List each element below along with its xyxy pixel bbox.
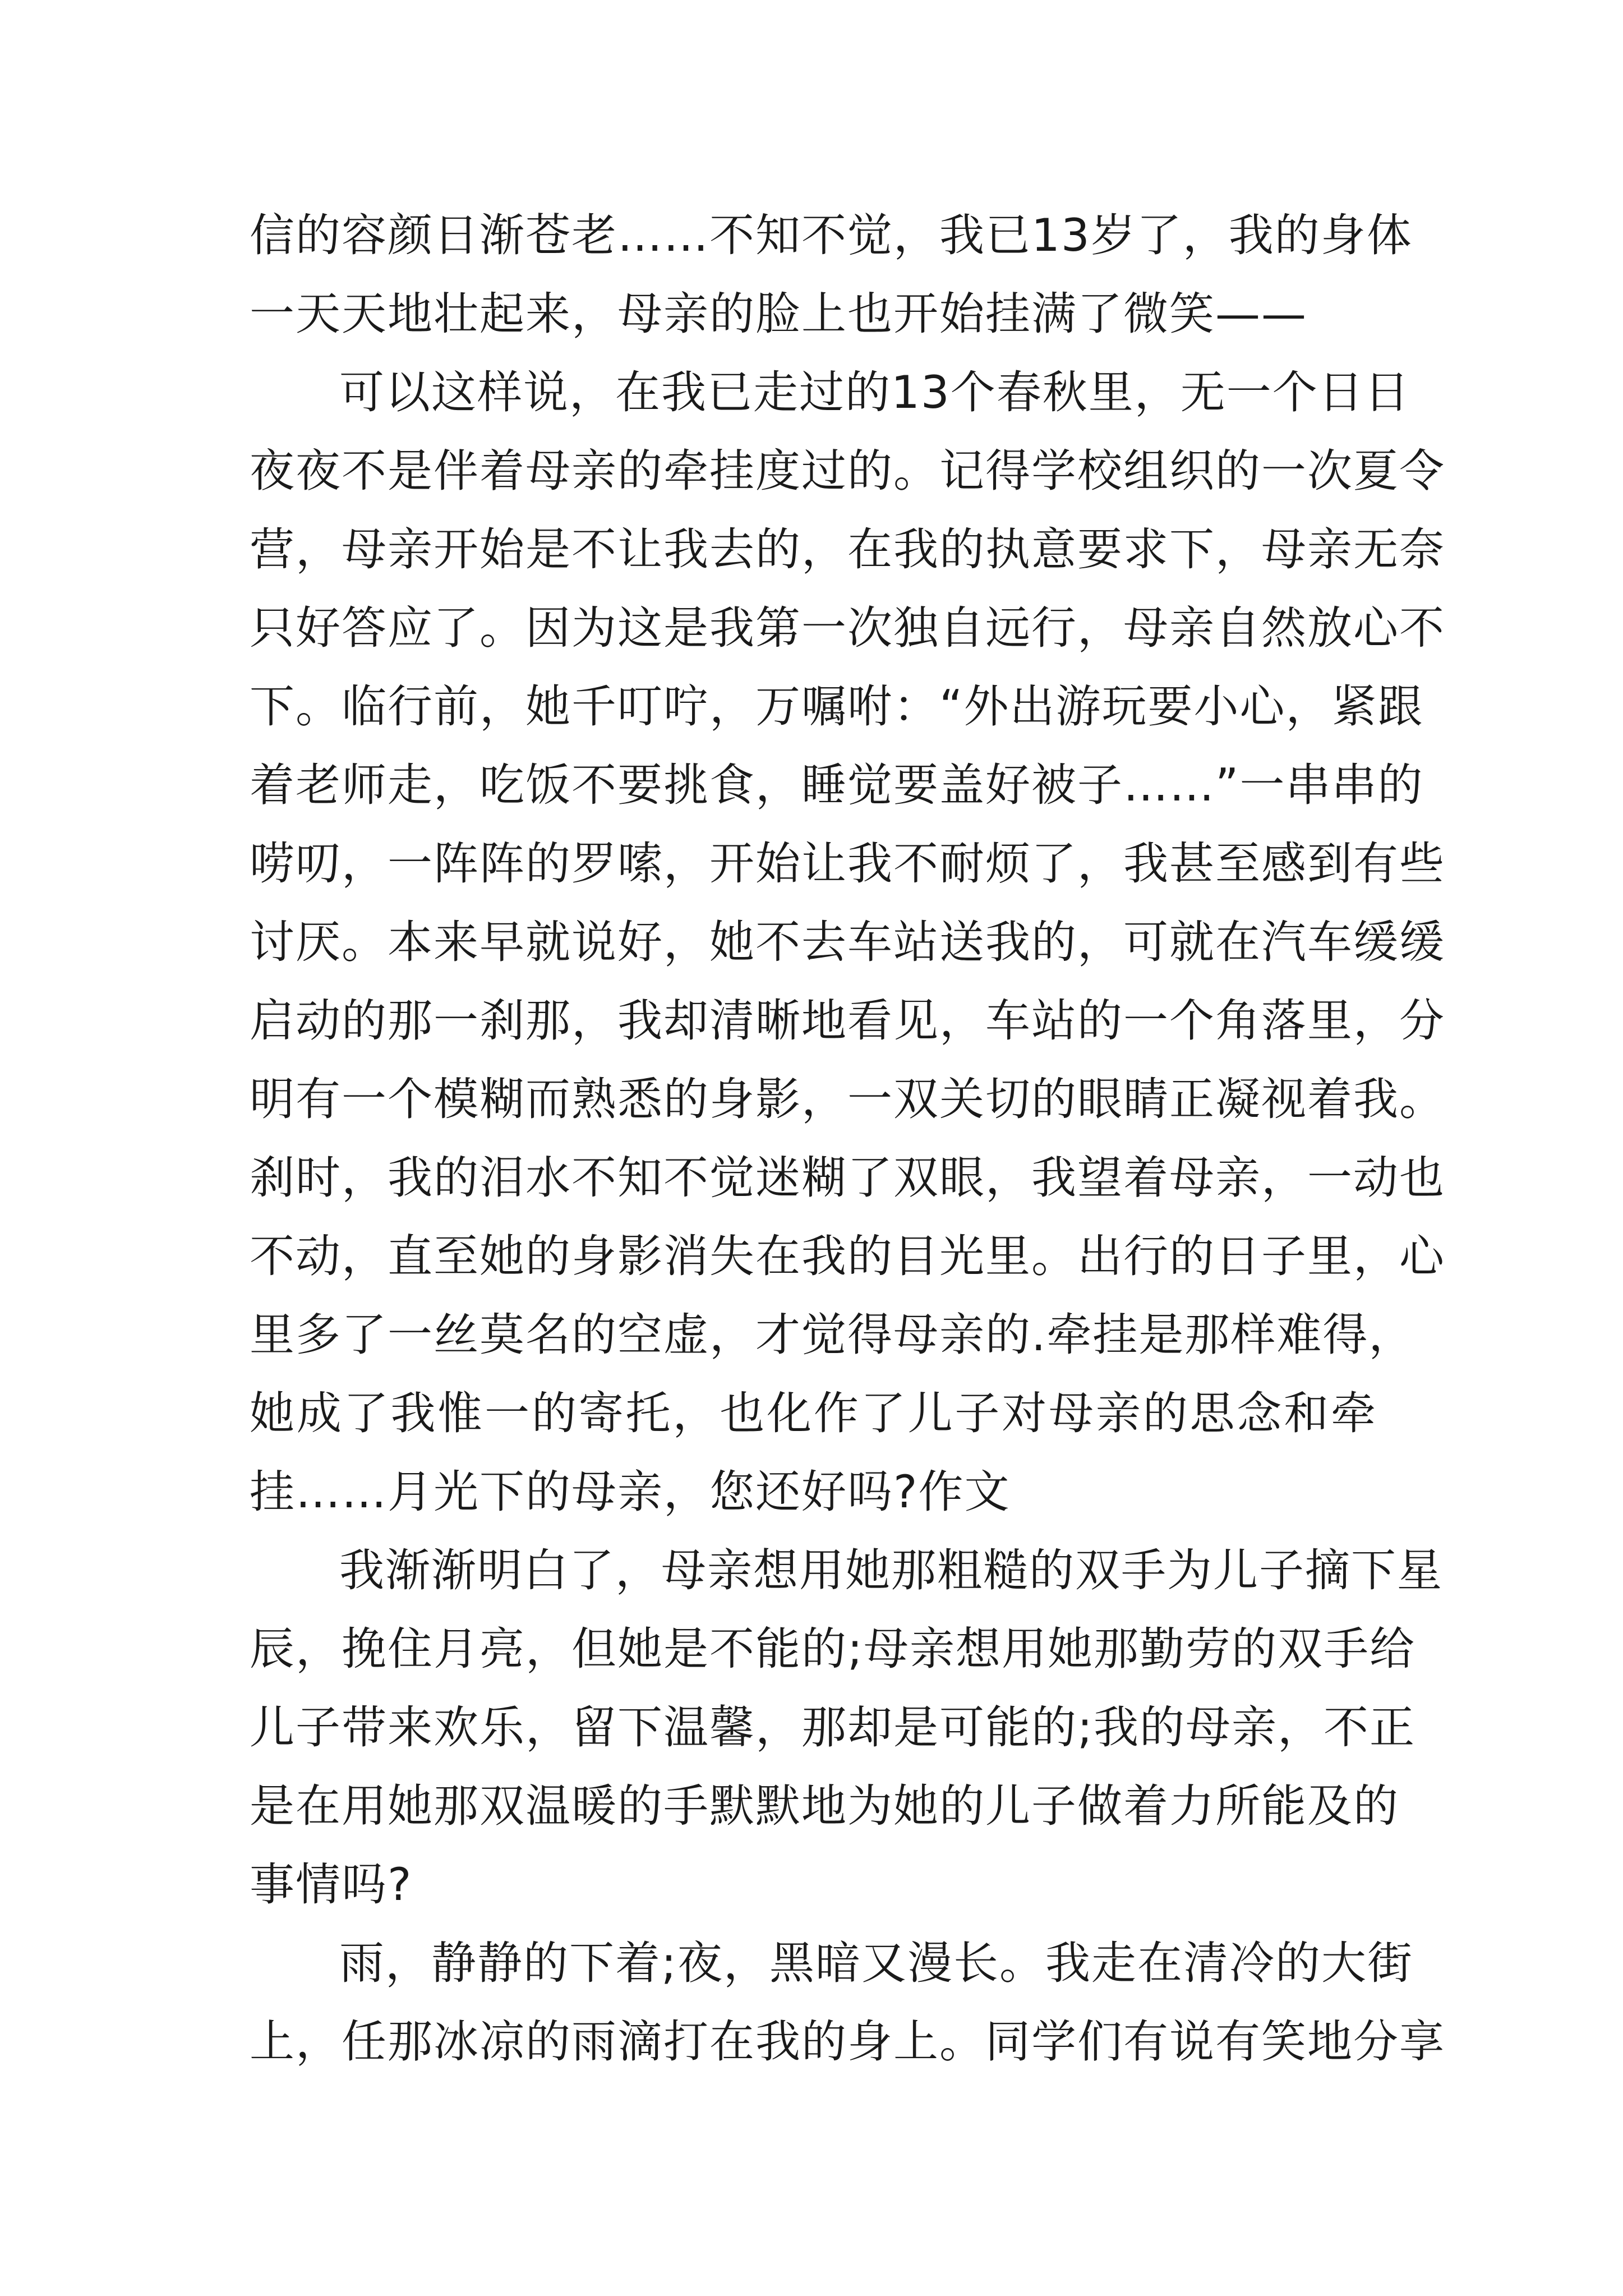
text-line-23: 雨，静静的下着;夜，黑暗又漫长。我走在清冷的大街 — [339, 1937, 1413, 1989]
text-line-13: 刹时，我的泪水不知不觉迷糊了双眼，我望着母亲，一动也 — [250, 1152, 1445, 1204]
text-line-16: 她成了我惟一的寄托，也化作了儿子对母亲的思念和牵 — [250, 1387, 1377, 1439]
text-line-6: 只好答应了。因为这是我第一次独自远行，母亲自然放心不 — [250, 602, 1445, 654]
text-line-9: 唠叨，一阵阵的罗嗦，开始让我不耐烦了，我甚至感到有些 — [250, 838, 1445, 890]
text-line-22: 事情吗? — [250, 1858, 413, 1911]
text-line-20: 儿子带来欢乐，留下温馨，那却是可能的;我的母亲，不正 — [250, 1701, 1415, 1754]
text-line-15: 里多了一丝莫名的空虚，才觉得母亲的.牵挂是那样难得， — [250, 1309, 1415, 1361]
text-line-18: 我渐渐明白了，母亲想用她那粗糙的双手为儿子摘下星 — [339, 1544, 1443, 1596]
text-line-2: 一天天地壮起来，母亲的脸上也开始挂满了微笑—— — [250, 288, 1307, 340]
text-line-10: 讨厌。本来早就说好，她不去车站送我的，可就在汽车缓缓 — [250, 916, 1445, 968]
text-line-21: 是在用她那双温暖的手默默地为她的儿子做着力所能及的 — [250, 1780, 1399, 1832]
text-line-24: 上，任那冰凉的雨滴打在我的身上。同学们有说有笑地分享 — [250, 2016, 1445, 2068]
text-line-7: 下。临行前，她千叮咛，万嘱咐：“外出游玩要小心，紧跟 — [250, 680, 1424, 733]
text-line-11: 启动的那一刹那，我却清晰地看见，车站的一个角落里，分 — [250, 995, 1445, 1047]
text-line-17: 挂……月光下的母亲，您还好吗?作文 — [250, 1466, 1011, 1518]
text-line-3: 可以这样说，在我已走过的13个春秋里，无一个日日 — [339, 366, 1410, 418]
text-line-4: 夜夜不是伴着母亲的牵挂度过的。记得学校组织的一次夏令 — [250, 445, 1445, 497]
text-line-1: 信的容颜日渐苍老……不知不觉，我已13岁了，我的身体 — [250, 209, 1413, 261]
text-line-14: 不动，直至她的身影消失在我的目光里。出行的日子里，心 — [250, 1230, 1445, 1282]
text-line-19: 辰，挽住月亮，但她是不能的;母亲想用她那勤劳的双手给 — [250, 1623, 1415, 1675]
text-line-12: 明有一个模糊而熟悉的身影，一双关切的眼睛正凝视着我。 — [250, 1073, 1445, 1125]
text-line-5: 营，母亲开始是不让我去的，在我的执意要求下，母亲无奈 — [250, 523, 1445, 576]
text-line-8: 着老师走，吃饭不要挑食，睡觉要盖好被子……”一串串的 — [250, 759, 1424, 811]
